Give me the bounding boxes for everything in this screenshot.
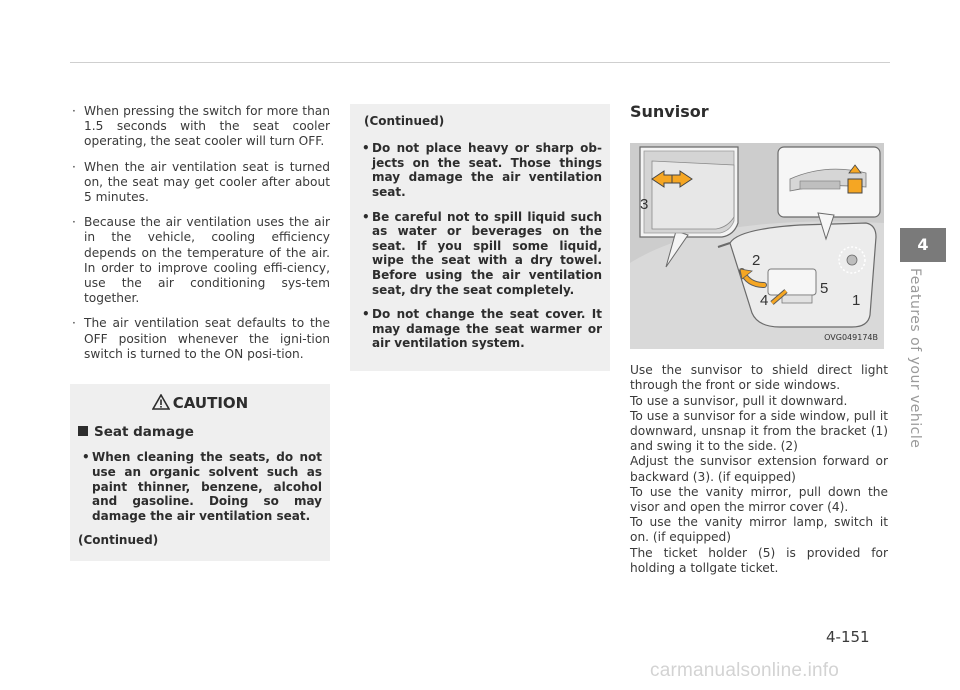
figure-label: 1	[852, 292, 861, 310]
list-item: · When the air ventilation seat is turned on, the seat may get cooler after about 5 minutes.	[72, 159, 330, 205]
list-item: • When cleaning the seats, do not use an organic solvent such as paint thinner, benzene, alcohol and gasoline. Doing so may damage the air ventilation seat.	[82, 450, 322, 523]
sunvisor-illustration	[630, 143, 884, 349]
list-item-text: When the air ventilation seat is turned on, the seat may get cooler after about 5 minutes.	[84, 159, 330, 205]
caution-list	[78, 450, 322, 523]
caution-heading	[78, 425, 322, 440]
caution-title	[78, 394, 322, 411]
text-line: To use a sunvisor for a side window, pull it downward, unsnap it from the bracket (1) and swing it to the side. (2)	[630, 408, 888, 454]
square-bullet-icon	[78, 426, 88, 436]
list-item-text: When pressing the switch for more than 1.5 seconds with the seat cooler operating, the seat cooler will turn OFF.	[84, 104, 330, 149]
info-list	[70, 104, 330, 362]
text-line: To use the vanity mirror, pull down the visor and open the mirror cover (4).	[630, 484, 888, 515]
list-item: · Because the air ventilation uses the air in the vehicle, cooling efficiency depends on the temperature of the air. In order to improve cooling effi-ciency, use the air conditioning sys-tem together.	[72, 215, 330, 306]
sunvisor-text	[630, 363, 888, 576]
list-item-text: Do not change the seat cover. It may damage the seat warmer or air ventilation system.	[372, 307, 602, 351]
text-line: To use a sunvisor, pull it downward.	[630, 393, 848, 408]
caution-list	[358, 141, 602, 351]
caution-box	[70, 384, 330, 561]
caution-box-continued	[350, 104, 610, 371]
list-item: • Do not place heavy or sharp ob-jects on the seat. Those things may damage the air ventilation seat.	[362, 141, 602, 199]
list-item-text: Be careful not to spill liquid such as water or beverages on the seat. If you spill some liquid, wipe the seat with a dry towel. Before using the air ventilation seat, dry the seat completely.	[372, 209, 602, 297]
text-line: The ticket holder (5) is provided for holding a tollgate ticket.	[630, 545, 888, 575]
section-title: Sunvisor	[630, 102, 709, 121]
list-item-text: Because the air ventilation uses the air in the vehicle, cooling efficiency depends on the temperature of the air. In order to improve cooling effi-ciency, use the air conditioning sys-tem together.	[84, 215, 330, 306]
figure-label: 3	[640, 196, 649, 214]
figure-label: 2	[752, 252, 761, 270]
text-line: To use the vanity mirror lamp, switch it on. (if equipped)	[630, 515, 888, 545]
figure-code: OVG049174B	[824, 333, 878, 342]
caution-heading-text: Seat damage	[94, 424, 194, 441]
list-item: • Do not change the seat cover. It may damage the seat warmer or air ventilation system.	[362, 307, 602, 351]
figure-label: 5	[820, 280, 829, 298]
list-item: • Be careful not to spill liquid such as water or beverages on the seat. If you spill some liquid, wipe the seat with a dry towel. Before using the air ventilation seat, dry the seat completely.	[362, 209, 602, 297]
watermark: carmanualsonline.info	[650, 660, 840, 681]
list-item-text: The air ventilation seat defaults to the OFF position whenever the igni-tion switch is turned to the ON posi-tion.	[84, 316, 330, 361]
continued-note: (Continued)	[364, 114, 445, 128]
sunvisor-figure	[630, 143, 884, 349]
list-item: · When pressing the switch for more than 1.5 seconds with the seat cooler operating, the seat cooler will turn OFF.	[72, 104, 330, 149]
column-2	[350, 104, 610, 371]
caution-title-text: CAUTION	[172, 394, 249, 413]
list-item-text: Do not place heavy or sharp ob-jects on the seat. Those things may damage the air ventilation seat.	[372, 141, 602, 199]
chapter-tab: 4	[900, 228, 946, 262]
continued-note: (Continued)	[78, 533, 159, 548]
column-3	[630, 104, 888, 576]
text-line: Use the sunvisor to shield direct light through the front or side windows.	[630, 363, 888, 393]
list-item: · The air ventilation seat defaults to the OFF position whenever the igni-tion switch is turned to the ON posi-tion.	[72, 316, 330, 361]
column-1	[70, 104, 330, 561]
page-number: 4-151	[826, 628, 870, 646]
figure-label: 4	[760, 292, 769, 310]
list-item-text: When cleaning the seats, do not use an organic solvent such as paint thinner, benzene, alcohol and gasoline. Doing so may damage the air ventilation seat.	[92, 450, 322, 523]
top-rule	[70, 62, 890, 63]
warning-icon	[152, 394, 170, 410]
text-line: Adjust the sunvisor extension forward or backward (3). (if equipped)	[630, 454, 888, 484]
chapter-label: Features of your vehicle	[907, 268, 923, 449]
